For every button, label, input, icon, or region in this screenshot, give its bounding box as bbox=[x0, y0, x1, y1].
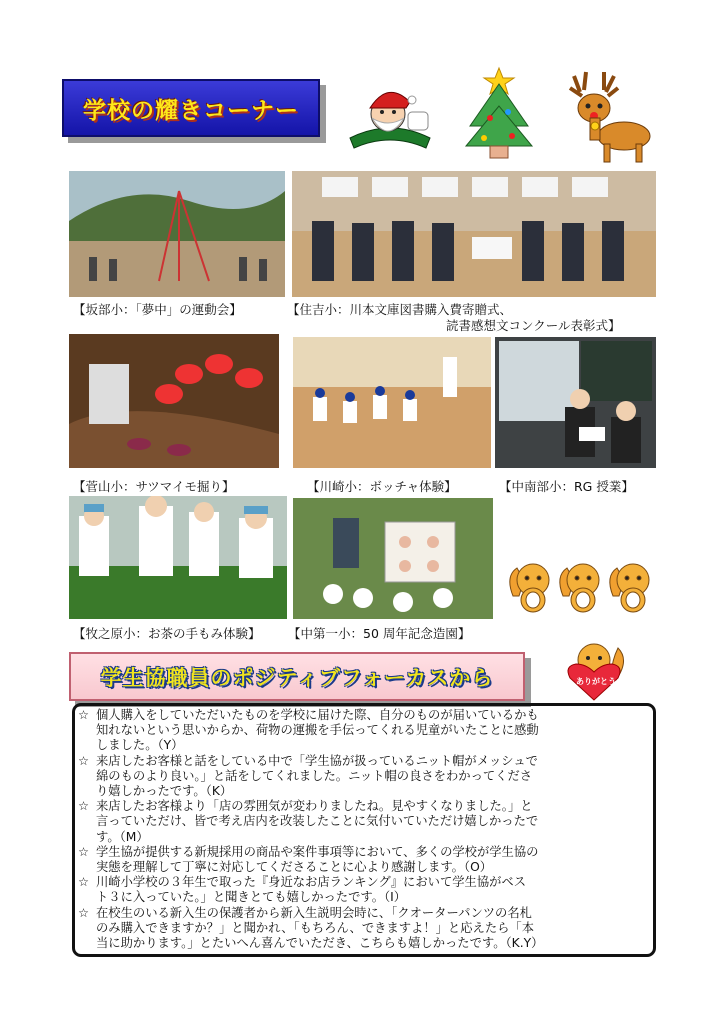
photo-kawasaki-boccia bbox=[293, 337, 491, 468]
heart-text: ありがとう bbox=[576, 677, 616, 686]
focus-item-line: 来店したお客様より「店の雰囲気が変わりましたね。見やすくなりました。」と bbox=[96, 799, 533, 814]
photo-sakabe-sports-day bbox=[69, 171, 285, 297]
photo-caption: 【中第一小：50 周年記念造園】 bbox=[288, 626, 471, 641]
photo-caption: 【住吉小：川本文庫図書購入費寄贈式、 bbox=[287, 302, 513, 317]
star-bullet-icon: ☆ bbox=[78, 875, 90, 890]
photo-caption: 【牧之原小：お茶の手もみ体験】 bbox=[73, 626, 261, 641]
photo-caption: 【坂部小：「夢中」の運動会】 bbox=[73, 302, 242, 317]
focus-item-line: しました。（Y） bbox=[96, 738, 184, 753]
star-bullet-icon: ☆ bbox=[78, 844, 90, 859]
section-title: 学校の耀きコーナー bbox=[83, 97, 299, 124]
focus-item-line: 実態を理解して丁寧に対応してくださることに心より感謝します。（O） bbox=[96, 860, 493, 875]
focus-item bbox=[78, 906, 646, 952]
focus-item bbox=[78, 875, 646, 905]
focus-item-line: す。（M） bbox=[96, 829, 149, 844]
focus-item-line: 在校生のいる新入生の保護者から新入生説明会時に、「クオーターパンツの名札 bbox=[96, 905, 532, 920]
photo-caption: 読書感想文コンクール表彰式】 bbox=[446, 318, 621, 333]
focus-item-line: のみ購入できますか？」と聞かれ、「もちろん、できますよ！」と応えたら「本 bbox=[96, 920, 535, 935]
star-bullet-icon: ☆ bbox=[78, 753, 90, 768]
photo-makinohara-tea-rolling bbox=[69, 496, 287, 619]
star-bullet-icon: ☆ bbox=[78, 708, 90, 722]
positive-focus-list bbox=[78, 708, 646, 951]
focus-item-line: ト３に入っていた。」と聞きとても嬉しかったです。（I） bbox=[96, 890, 407, 905]
focus-item bbox=[78, 708, 646, 754]
focus-item-line: 言っていただけ、皆で考え店内を改装したことに気付いていただけ嬉しかったで bbox=[96, 814, 539, 829]
photo-caption: 【中南部小：RG 授業】 bbox=[499, 479, 634, 494]
focus-item-line: 学生協が提供する新規採用の商品や案件事項等において、多くの学校が学生協の bbox=[96, 844, 539, 859]
photo-sugayama-potato-digging bbox=[69, 334, 279, 468]
squirrel-mascot bbox=[507, 556, 657, 616]
section-title-banner bbox=[69, 652, 525, 701]
focus-item bbox=[78, 799, 646, 845]
focus-item bbox=[78, 845, 646, 875]
focus-item bbox=[78, 754, 646, 800]
reindeer-illustration bbox=[564, 70, 656, 166]
section-title-banner bbox=[62, 79, 320, 137]
focus-item-line: 知れないという思いからか、荷物の運搬を手伝ってくれる児童がいたことに感動 bbox=[96, 723, 539, 738]
photo-chudaiichi-anniversary-garden bbox=[293, 498, 493, 619]
focus-item-line: 当に助かります。」とたいへん喜んでいただき、こちらも嬉しかったです。（K.Y） bbox=[96, 936, 544, 951]
star-bullet-icon: ☆ bbox=[78, 799, 90, 814]
star-bullet-icon: ☆ bbox=[78, 905, 90, 920]
focus-item-line: 来店したお客様と話をしている中で「学生協が扱っているニット帽がメッシュで bbox=[96, 753, 538, 768]
focus-item-line: り嬉しかったです。（K） bbox=[96, 784, 233, 799]
section-title: 学生協職員のポジティブフォーカスから bbox=[100, 665, 494, 690]
focus-item-line: 個人購入をしていただいたものを学校に届けた際、自分のものが届いているかも bbox=[96, 708, 539, 722]
photo-chunanbu-rg-class bbox=[495, 337, 656, 468]
photo-caption: 【菅山小：サツマイモ掘り】 bbox=[73, 479, 235, 494]
photo-sumiyoshi-ceremony bbox=[292, 171, 656, 297]
santa-illustration bbox=[340, 78, 440, 156]
christmas-tree-illustration bbox=[462, 66, 536, 162]
photo-caption: 【川崎小：ボッチャ体験】 bbox=[307, 479, 457, 494]
focus-item-line: 川崎小学校の３年生で取った『身近なお店ランキング』において学生協がベス bbox=[96, 875, 527, 890]
squirrel-mascot bbox=[560, 640, 630, 702]
focus-item-line: 綿のものより良い。」と話をしてくれました。ニット帽の良さをわかってくださ bbox=[96, 768, 533, 783]
